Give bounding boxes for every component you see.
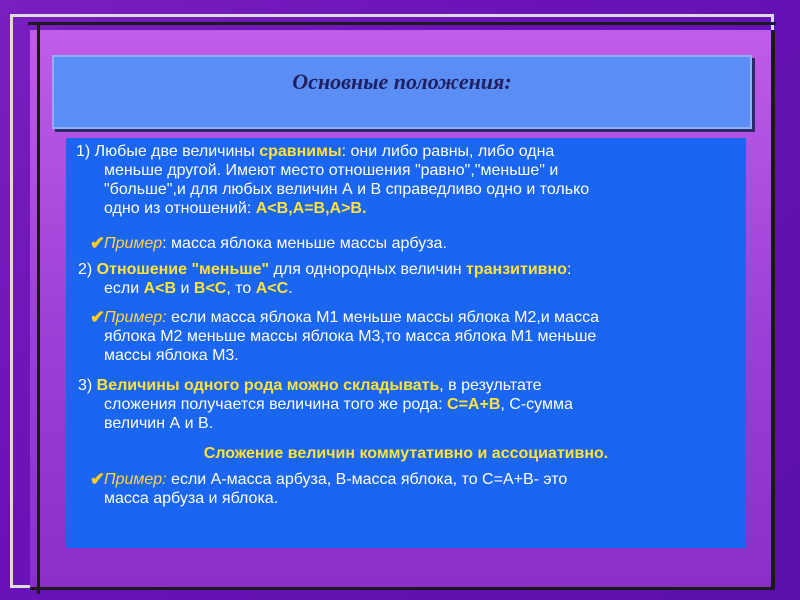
paragraph-4: Сложение величин коммутативно и ассоциативно.: [203, 445, 609, 462]
paragraph-1: 1) Любые две величины сравнимы: они либо равны, либо одна меньше другой. Имеют место отношения "равно","меньше" и "больше",и для любых величин А и В справедливо одно и только одно из отношений: А<В,А=В,А>В.: [76, 143, 590, 217]
highlight-comparable: сравнимы: [259, 143, 342, 160]
paragraph-3: 3) Величины одного рода можно складывать, в результате сложения получается величина того же рода: С=А+В, С-сумма величин А и В.: [78, 377, 573, 432]
paragraph-2: 2) Отношение "меньше" для однородных величин транзитивно: если А<В и В<С, то А<С.: [78, 261, 572, 297]
example-3: ✔ Пример: если А-масса арбуза, В-масса яблока, то С=А+В- это масса арбуза и яблока.: [90, 469, 568, 507]
relations-formula: А<В,А=В,А>В.: [255, 200, 367, 217]
frame-line-horizontal: [28, 22, 776, 25]
checkmark-icon: ✔: [90, 469, 106, 489]
example-2: ✔ Пример: если масса яблока М1 меньше массы яблока М2,и масса яблока М2 меньше массы яблока М3,то масса яблока М1 меньше массы яблока М3.: [90, 307, 599, 364]
frame-line-vertical: [37, 22, 40, 594]
checkmark-icon: ✔: [90, 307, 106, 327]
checkmark-icon: ✔: [90, 233, 106, 253]
content-box: [66, 138, 746, 548]
title-box: [52, 55, 752, 129]
example-1: ✔ Пример: масса яблока меньше массы арбуза.: [90, 233, 447, 253]
slide-title: Основные положения:: [292, 69, 512, 94]
